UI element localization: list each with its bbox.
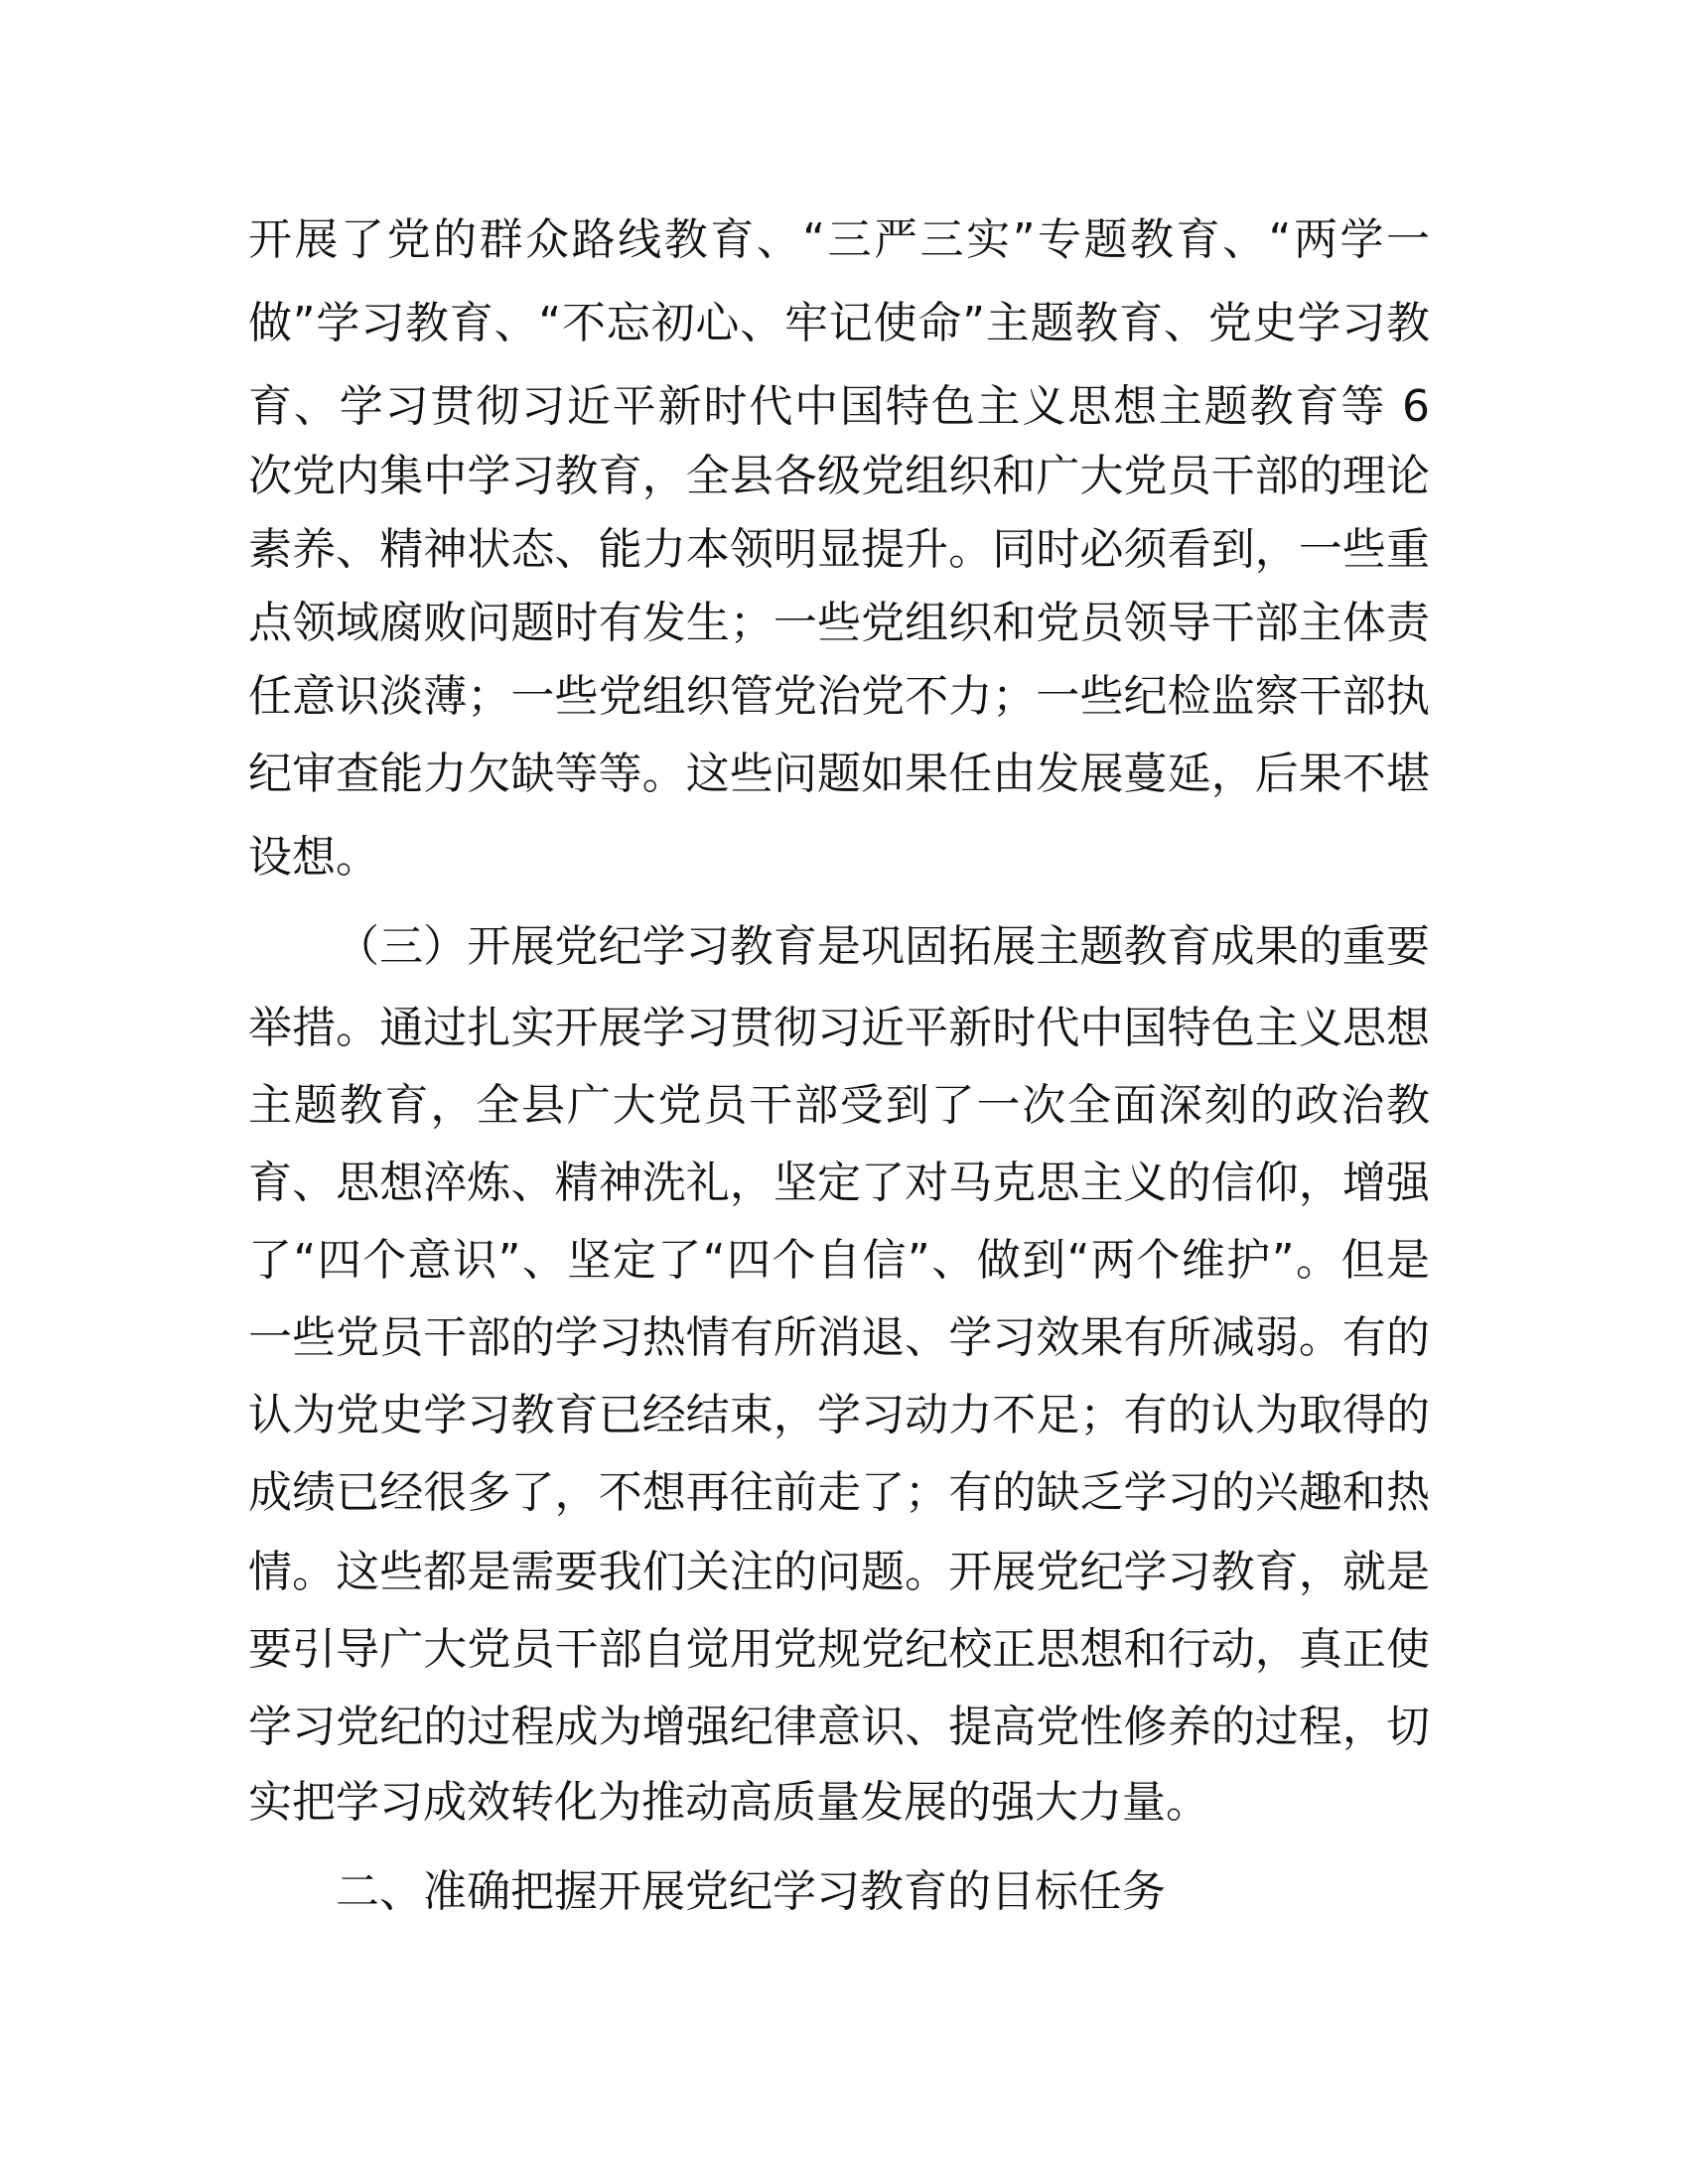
- paragraph-line: 实把学习成效转化为推动高质量发展的强大力量。: [248, 1777, 1209, 1828]
- paragraph-line: （三）开展党纪学习教育是巩固拓展主题教育成果的重要: [336, 921, 1430, 972]
- paragraph-line: 素养、精神状态、能力本领明显提升。同时必须看到，一些重: [248, 524, 1430, 575]
- paragraph-line: 学习党纪的过程成为增强纪律意识、提高党性修养的过程，切: [248, 1702, 1430, 1752]
- paragraph-line: 育、思想淬炼、精神洗礼，坚定了对马克思主义的信仰，增强: [248, 1158, 1430, 1208]
- paragraph-line: 点领域腐败问题时有发生；一些党组织和党员领导干部主体责: [248, 598, 1430, 648]
- paragraph-line: 做”学习教育、“不忘初心、牢记使命”主题教育、党史学习教: [248, 298, 1430, 348]
- paragraph-line: 主题教育，全县广大党员干部受到了一次全面深刻的政治教: [248, 1080, 1430, 1131]
- paragraph-line: 成绩已经很多了，不想再往前走了；有的缺乏学习的兴趣和热: [248, 1467, 1430, 1518]
- paragraph-line: 任意识淡薄；一些党组织管党治党不力；一些纪检监察干部执: [248, 671, 1430, 722]
- paragraph-line: 次党内集中学习教育，全县各级党组织和广大党员干部的理论: [248, 451, 1430, 501]
- paragraph-line: 情。这些都是需要我们关注的问题。开展党纪学习教育，就是: [248, 1547, 1430, 1597]
- paragraph-line: 开展了党的群众路线教育、“三严三实”专题教育、“两学一: [248, 214, 1430, 265]
- paragraph-line: 要引导广大党员干部自觉用党规党纪校正思想和行动，真正使: [248, 1624, 1430, 1675]
- section-heading: 二、准确把握开展党纪学习教育的目标任务: [336, 1866, 1166, 1917]
- paragraph-line: 了“四个意识”、坚定了“四个自信”、做到“两个维护”。但是: [248, 1235, 1430, 1286]
- paragraph-line: 纪审查能力欠缺等等。这些问题如果任由发展蔓延，后果不堪: [248, 749, 1430, 799]
- paragraph-line: 一些党员干部的学习热情有所消退、学习效果有所减弱。有的: [248, 1312, 1430, 1363]
- paragraph-line: 育、学习贯彻习近平新时代中国特色主义思想主题教育等 6: [248, 381, 1430, 432]
- paragraph-line: 举措。通过扎实开展学习贯彻习近平新时代中国特色主义思想: [248, 1003, 1430, 1053]
- paragraph-line: 认为党史学习教育已经结束，学习动力不足；有的认为取得的: [248, 1390, 1430, 1440]
- paragraph-line: 设想。: [248, 832, 379, 883]
